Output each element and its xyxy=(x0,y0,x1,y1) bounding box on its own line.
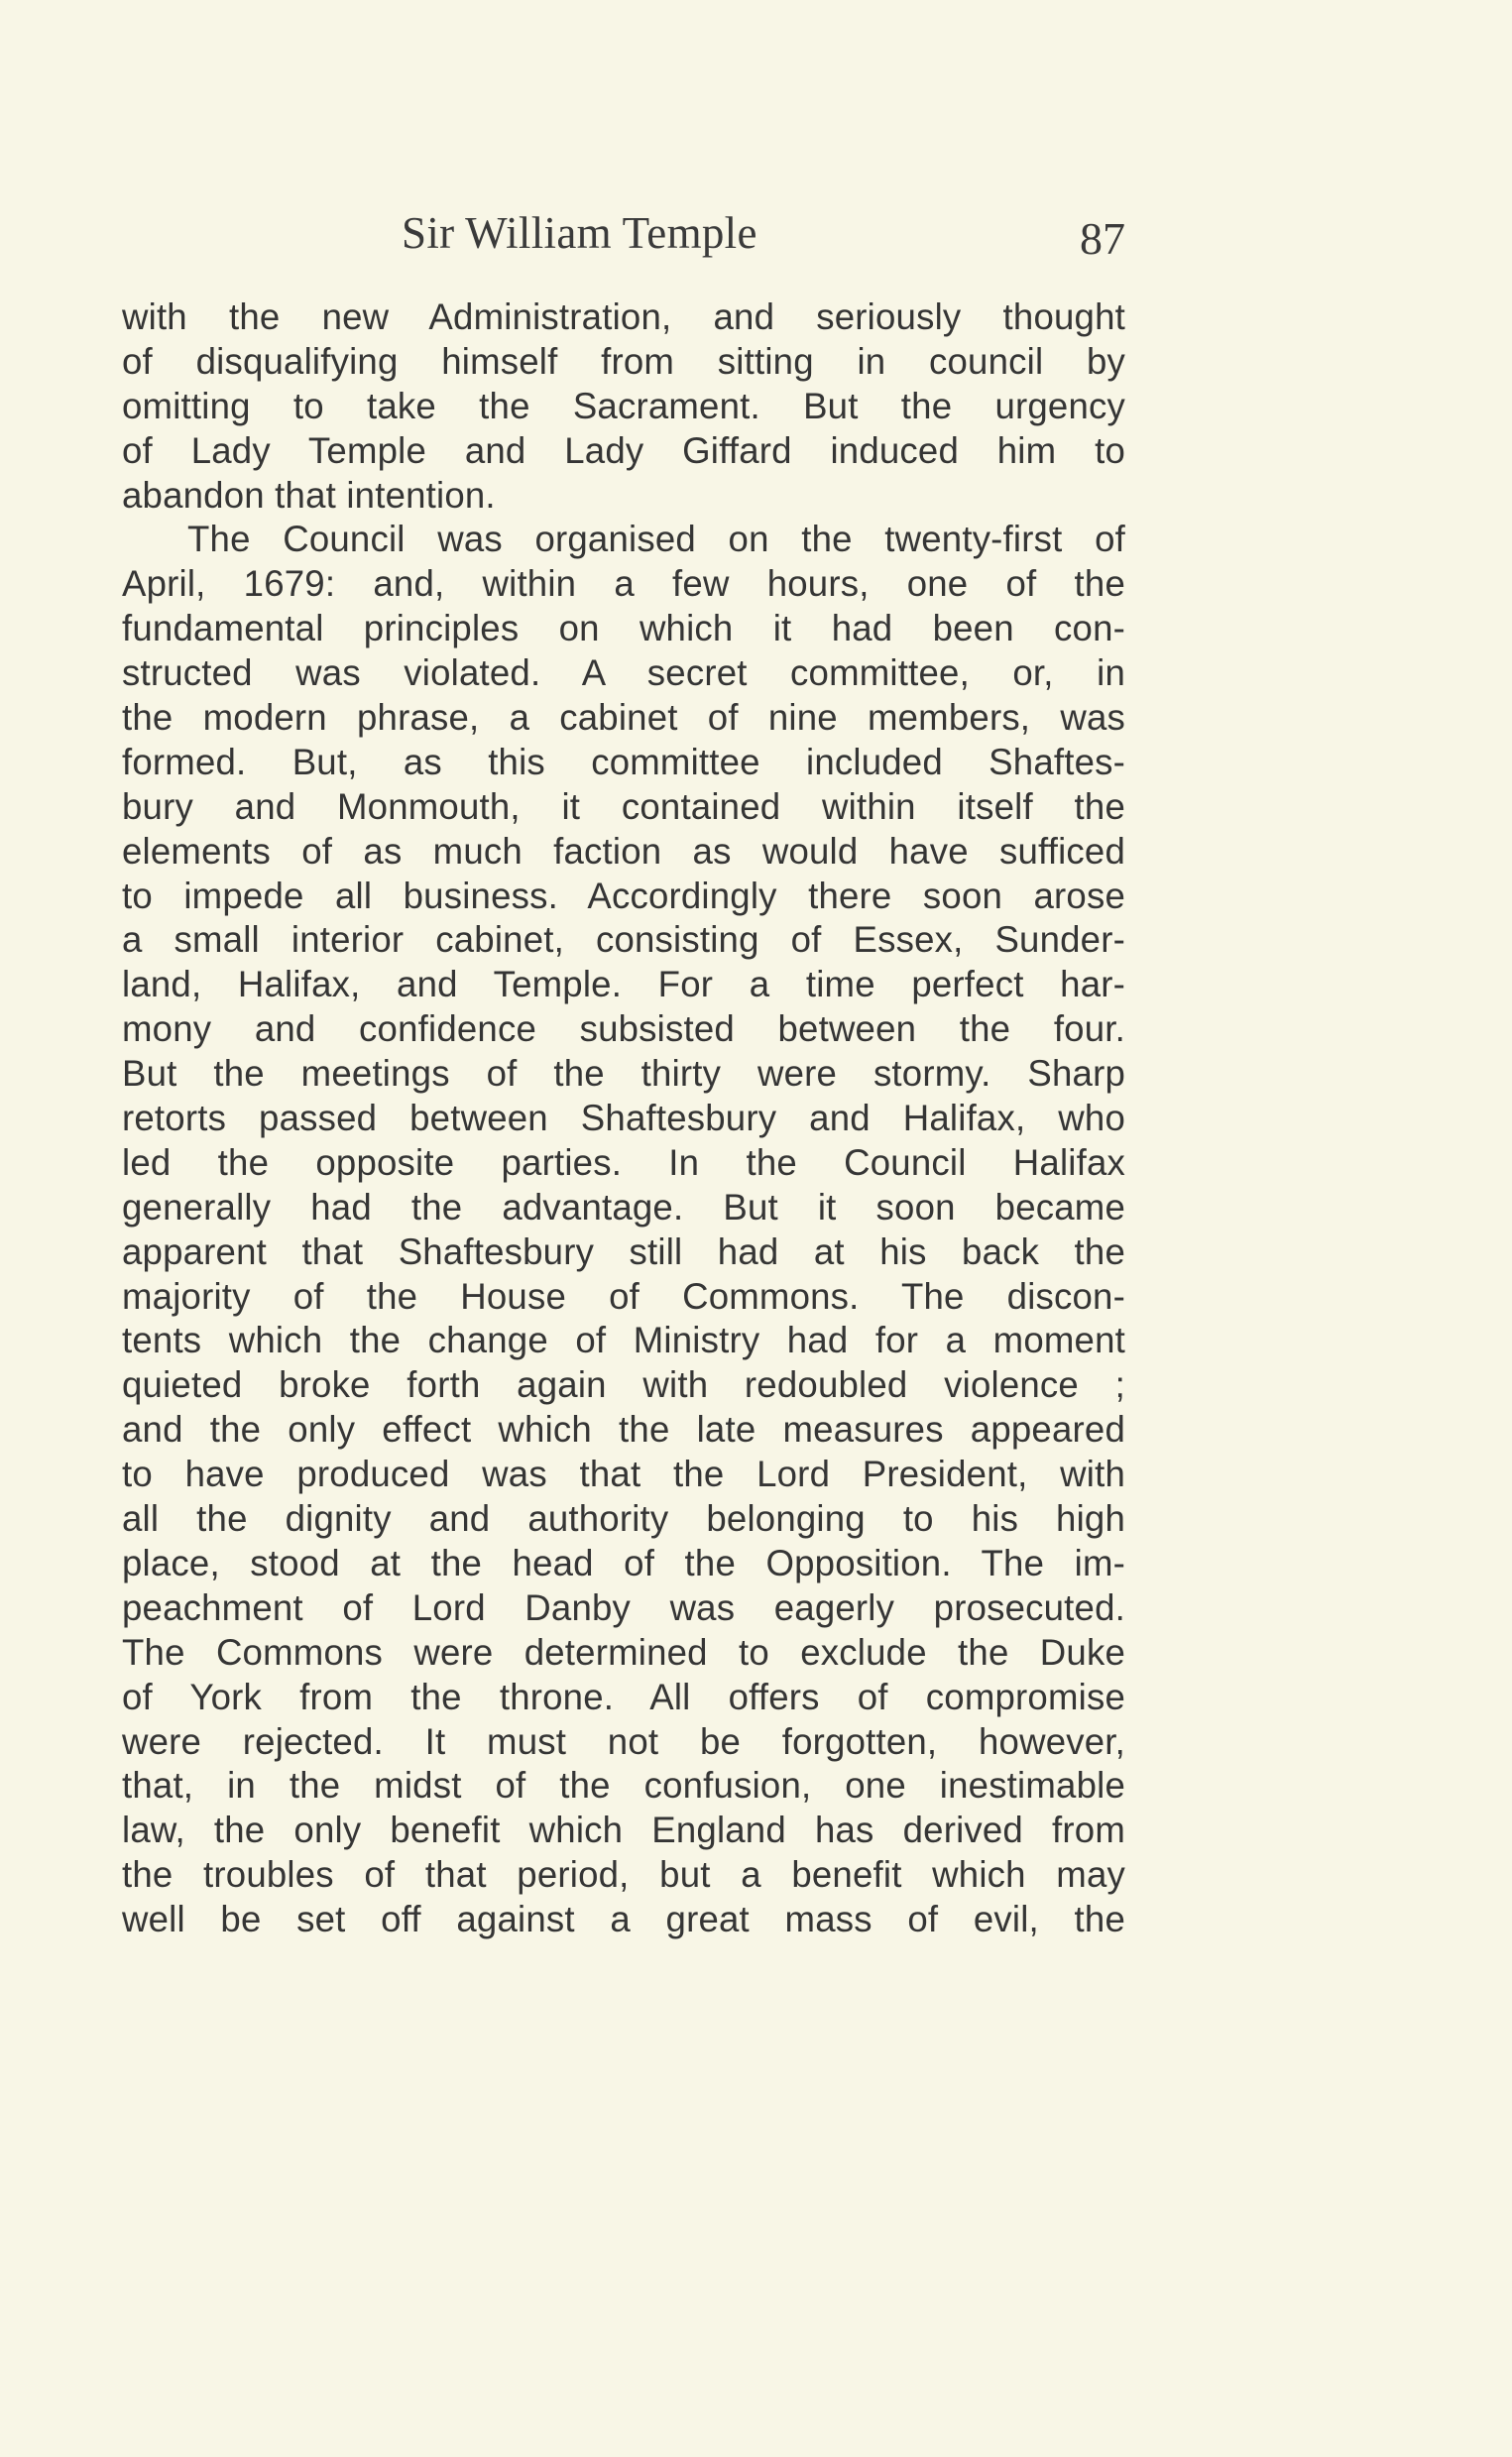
text-line: tents which the change of Ministry had for a moment xyxy=(122,1320,1125,1361)
text-line: formed. But, as this committee included Shaftes- xyxy=(122,741,1125,782)
text-line: The Council was organised on the twenty-first of xyxy=(187,519,1125,560)
text-line: to impede all business. Accordingly there soon arose xyxy=(122,875,1125,916)
text-line: the modern phrase, a cabinet of nine members, was xyxy=(122,697,1125,739)
running-head xyxy=(402,203,1125,263)
text-line: law, the only benefit which England has derived from xyxy=(122,1810,1125,1851)
text-line: quieted broke forth again with redoubled violence ; xyxy=(122,1364,1125,1406)
text-line: peachment of Lord Danby was eagerly prosecuted. xyxy=(122,1586,1125,1628)
page-number: 87 xyxy=(1080,213,1125,264)
text-line: a small interior cabinet, consisting of Essex, Sunder- xyxy=(122,919,1125,961)
text-line: April, 1679: and, within a few hours, one of the xyxy=(122,563,1125,605)
text-line: structed was violated. A secret committee, or, in xyxy=(122,652,1125,694)
text-line: retorts passed between Shaftesbury and Halifax, who xyxy=(122,1098,1125,1139)
text-line: well be set off against a great mass of evil, the xyxy=(122,1899,1125,1940)
text-line: of Lady Temple and Lady Giffard induced him to xyxy=(122,429,1125,471)
text-line: and the only effect which the late measures appeared xyxy=(122,1409,1125,1451)
text-line: abandon that intention. xyxy=(122,474,496,516)
text-line: omitting to take the Sacrament. But the urgency xyxy=(122,385,1125,426)
running-title: Sir William Temple xyxy=(402,208,757,258)
text-line: of disqualifying himself from sitting in council by xyxy=(122,340,1125,382)
text-line: fundamental principles on which it had been con- xyxy=(122,608,1125,649)
text-line: with the new Administration, and seriously thought xyxy=(122,296,1125,337)
text-line: were rejected. It must not be forgotten, however, xyxy=(122,1720,1125,1762)
text-line: all the dignity and authority belonging to his high xyxy=(122,1498,1125,1540)
text-line: the troubles of that period, but a benefit which may xyxy=(122,1854,1125,1896)
text-line: apparent that Shaftesbury still had at his back the xyxy=(122,1230,1125,1272)
text-line: elements of as much faction as would have sufficed xyxy=(122,830,1125,872)
text-line: mony and confidence subsisted between the four. xyxy=(122,1008,1125,1050)
body-text xyxy=(122,295,1125,1942)
text-line: led the opposite parties. In the Council Halifax xyxy=(122,1141,1125,1183)
text-line: place, stood at the head of the Opposition. The im- xyxy=(122,1542,1125,1583)
text-line: land, Halifax, and Temple. For a time perfect har- xyxy=(122,964,1125,1005)
text-line: generally had the advantage. But it soon became xyxy=(122,1186,1125,1228)
text-line: of York from the throne. All offers of compromise xyxy=(122,1676,1125,1717)
text-line: that, in the midst of the confusion, one inestimable xyxy=(122,1765,1125,1807)
text-line: bury and Monmouth, it contained within itself the xyxy=(122,785,1125,827)
text-line: majority of the House of Commons. The discon- xyxy=(122,1275,1125,1317)
text-line: The Commons were determined to exclude the Duke xyxy=(122,1631,1125,1673)
text-line: But the meetings of the thirty were stormy. Sharp xyxy=(122,1053,1125,1095)
text-line: to have produced was that the Lord President, with xyxy=(122,1454,1125,1495)
